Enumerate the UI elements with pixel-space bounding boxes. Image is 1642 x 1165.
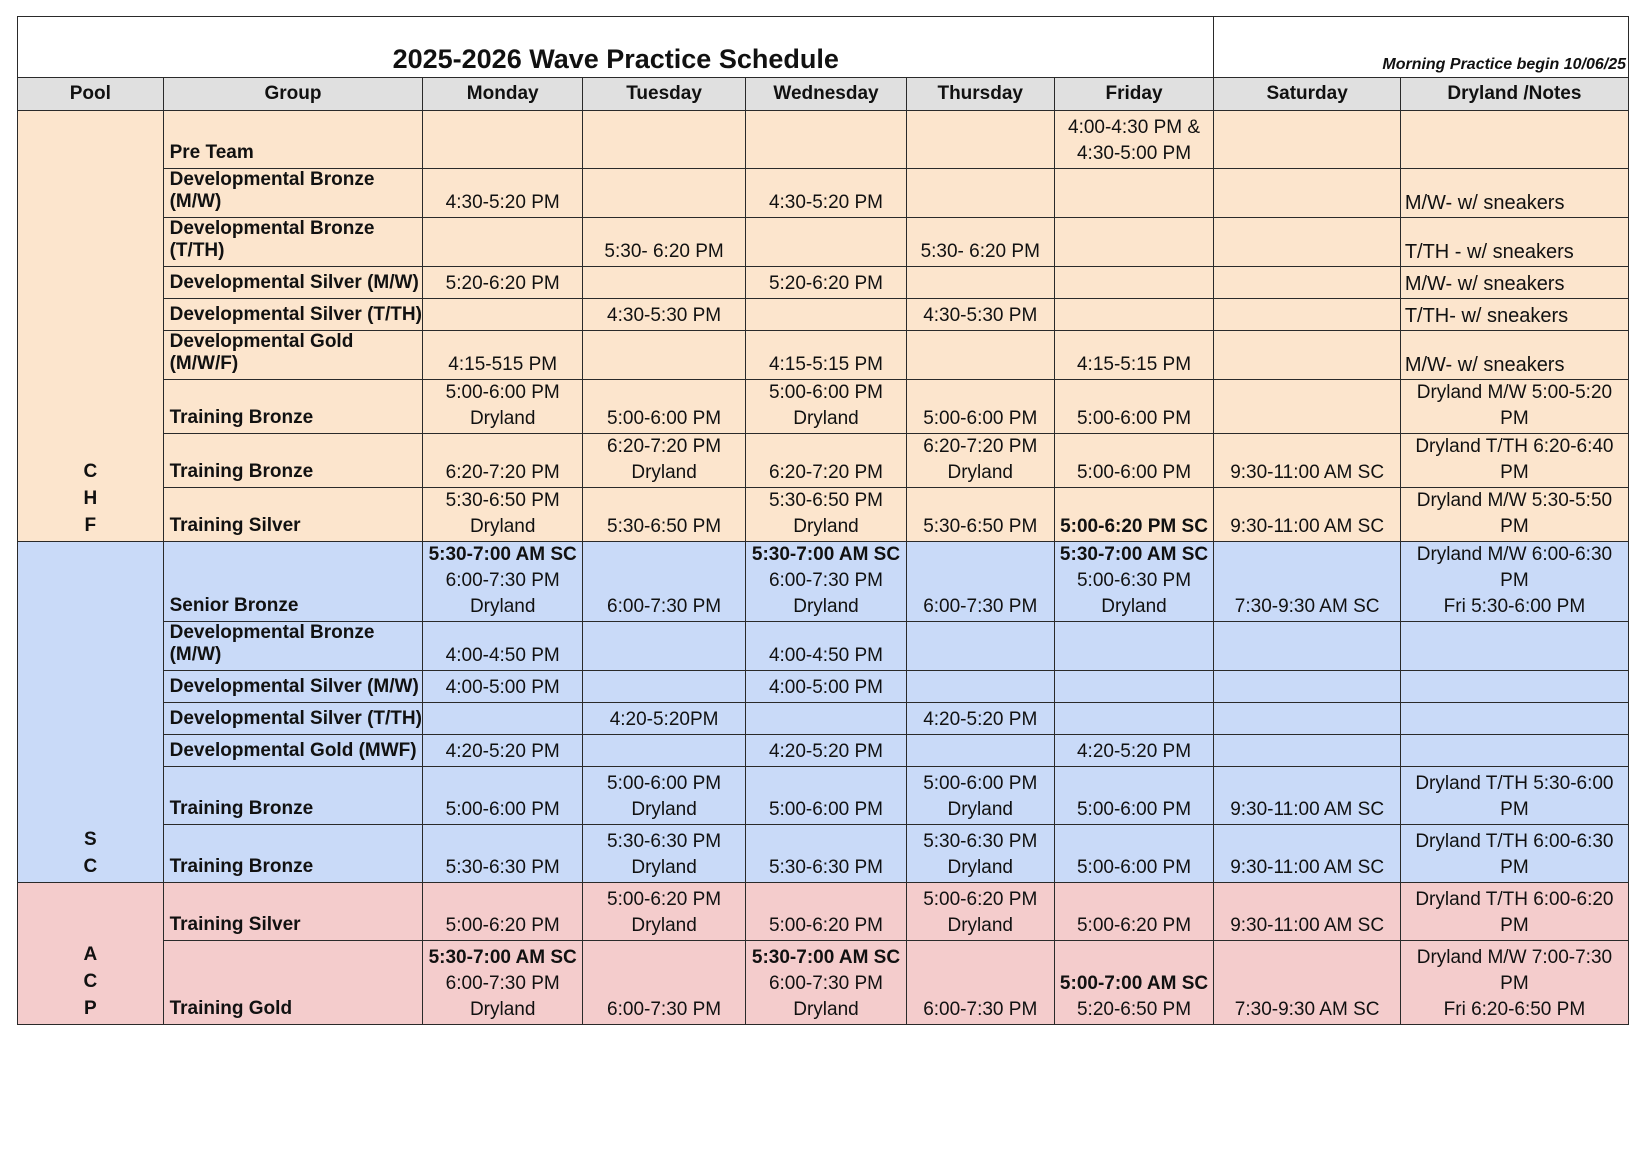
saturday-cell bbox=[1214, 767, 1400, 825]
time-line: 4:30-5:20 PM bbox=[768, 192, 884, 213]
thursday-cell bbox=[906, 941, 1054, 1025]
note-line: M/W- w/ sneakers bbox=[1404, 273, 1565, 295]
tuesday-cell bbox=[583, 542, 746, 622]
group-name: Training Gold bbox=[163, 941, 423, 1025]
notes-cell bbox=[1400, 111, 1628, 169]
friday-cell bbox=[1054, 169, 1214, 218]
note-line: Dryland T/TH 6:00-6:30 PM bbox=[1415, 831, 1614, 878]
time-line: 4:00-4:50 PM bbox=[445, 645, 560, 666]
friday-cell bbox=[1054, 735, 1214, 767]
table-row bbox=[18, 542, 1629, 622]
friday-cell bbox=[1054, 299, 1214, 331]
saturday-cell bbox=[1214, 218, 1400, 267]
friday-cell bbox=[1054, 488, 1214, 542]
saturday-cell bbox=[1214, 488, 1400, 542]
time-line: Dryland bbox=[793, 516, 859, 537]
friday-cell bbox=[1054, 542, 1214, 622]
time-line: 6:00-7:30 PM bbox=[445, 973, 560, 994]
tuesday-cell bbox=[583, 331, 746, 380]
time-line: 5:30-7:00 AM SC bbox=[428, 544, 577, 565]
time-line: 9:30-11:00 AM SC bbox=[1230, 799, 1385, 820]
table-row bbox=[18, 434, 1629, 488]
tuesday-cell bbox=[583, 941, 746, 1025]
thursday-cell bbox=[906, 883, 1054, 941]
notes-cell bbox=[1400, 218, 1628, 267]
pool-label: A C P bbox=[18, 883, 164, 1025]
time-line: 5:00-6:00 PM bbox=[445, 799, 560, 820]
table-row bbox=[18, 767, 1629, 825]
table-row bbox=[18, 883, 1629, 941]
group-name: Developmental Bronze (T/TH) bbox=[163, 218, 423, 267]
time-line: 5:00-6:30 PM bbox=[1076, 570, 1192, 591]
thursday-cell bbox=[906, 434, 1054, 488]
note-line: Dryland T/TH 6:00-6:20 PM bbox=[1415, 889, 1614, 936]
time-line: 5:00-6:00 PM bbox=[1076, 799, 1192, 820]
time-line: 5:00-6:00 PM bbox=[607, 773, 722, 794]
header-pool: Pool bbox=[18, 78, 164, 111]
note-line: Dryland M/W 6:00-6:30 PM bbox=[1416, 544, 1613, 591]
time-line: 9:30-11:00 AM SC bbox=[1230, 516, 1385, 537]
time-line: 4:30-5:30 PM bbox=[607, 305, 722, 326]
time-line: 6:20-7:20 PM bbox=[607, 436, 722, 457]
time-line: 6:00-7:30 PM bbox=[923, 999, 1038, 1020]
time-line: 4:15-5:15 PM bbox=[1076, 354, 1192, 375]
time-line: 6:20-7:20 PM bbox=[768, 462, 884, 483]
thursday-cell bbox=[906, 267, 1054, 299]
time-line: 5:30-6:30 PM bbox=[445, 857, 560, 878]
wednesday-cell bbox=[746, 267, 907, 299]
thursday-cell bbox=[906, 671, 1054, 703]
tuesday-cell bbox=[583, 434, 746, 488]
monday-cell bbox=[423, 735, 583, 767]
time-line: 5:20-6:20 PM bbox=[445, 273, 560, 294]
table-row bbox=[18, 735, 1629, 767]
notes-cell bbox=[1400, 542, 1628, 622]
time-line: 4:15-5:15 PM bbox=[768, 354, 884, 375]
header-notes: Dryland /Notes bbox=[1400, 78, 1628, 111]
group-name: Developmental Silver (T/TH) bbox=[163, 299, 423, 331]
notes-cell bbox=[1400, 267, 1628, 299]
tuesday-cell bbox=[583, 703, 746, 735]
time-line: 5:20-6:20 PM bbox=[768, 273, 884, 294]
monday-cell bbox=[423, 622, 583, 671]
monday-cell bbox=[423, 671, 583, 703]
time-line: 5:00-6:00 PM bbox=[768, 799, 884, 820]
monday-cell bbox=[423, 767, 583, 825]
wednesday-cell bbox=[746, 735, 907, 767]
monday-cell bbox=[423, 825, 583, 883]
time-line: Dryland bbox=[469, 999, 536, 1020]
time-line: 5:00-6:20 PM bbox=[445, 915, 560, 936]
thursday-cell bbox=[906, 488, 1054, 542]
table-row bbox=[18, 380, 1629, 434]
thursday-cell bbox=[906, 622, 1054, 671]
saturday-cell bbox=[1214, 169, 1400, 218]
morning-practice-note: Morning Practice begin 10/06/25 bbox=[1214, 17, 1629, 78]
notes-cell bbox=[1400, 380, 1628, 434]
wednesday-cell bbox=[746, 331, 907, 380]
tuesday-cell bbox=[583, 111, 746, 169]
notes-cell bbox=[1400, 883, 1628, 941]
time-line: Dryland bbox=[947, 799, 1013, 820]
header-tuesday: Tuesday bbox=[583, 78, 746, 111]
monday-cell bbox=[423, 299, 583, 331]
time-line: 5:00-6:00 PM bbox=[923, 773, 1038, 794]
time-line: 6:00-7:30 PM bbox=[607, 999, 722, 1020]
saturday-cell bbox=[1214, 703, 1400, 735]
time-line: Dryland bbox=[469, 408, 536, 429]
friday-cell bbox=[1054, 380, 1214, 434]
time-line: 6:00-7:30 PM bbox=[607, 596, 722, 617]
time-line: 4:00-4:30 PM & bbox=[1068, 117, 1201, 138]
saturday-cell bbox=[1214, 941, 1400, 1025]
header-friday: Friday bbox=[1054, 78, 1214, 111]
tuesday-cell bbox=[583, 735, 746, 767]
time-line: 5:30-6:50 PM bbox=[923, 516, 1038, 537]
table-row bbox=[18, 941, 1629, 1025]
time-line: Dryland bbox=[631, 915, 697, 936]
time-line: 4:20-5:20PM bbox=[609, 709, 719, 730]
table-row bbox=[18, 218, 1629, 267]
table-row bbox=[18, 622, 1629, 671]
time-line: 4:30-5:20 PM bbox=[445, 192, 560, 213]
friday-cell bbox=[1054, 883, 1214, 941]
time-line: 6:00-7:30 PM bbox=[768, 973, 884, 994]
time-line: 5:00-6:00 PM bbox=[768, 382, 884, 403]
table-row bbox=[18, 703, 1629, 735]
wednesday-cell bbox=[746, 111, 907, 169]
saturday-cell bbox=[1214, 299, 1400, 331]
note-line: Dryland M/W 5:30-5:50 PM bbox=[1416, 490, 1613, 537]
thursday-cell bbox=[906, 703, 1054, 735]
saturday-cell bbox=[1214, 434, 1400, 488]
saturday-cell bbox=[1214, 825, 1400, 883]
time-line: 5:00-6:00 PM bbox=[607, 408, 722, 429]
group-name: Developmental Gold (M/W/F) bbox=[163, 331, 423, 380]
thursday-cell bbox=[906, 111, 1054, 169]
notes-cell bbox=[1400, 703, 1628, 735]
time-line: 9:30-11:00 AM SC bbox=[1230, 857, 1385, 878]
tuesday-cell bbox=[583, 299, 746, 331]
time-line: Dryland bbox=[631, 857, 697, 878]
time-line: 5:30-7:00 AM SC bbox=[1059, 544, 1209, 565]
notes-cell bbox=[1400, 825, 1628, 883]
note-line: Fri 5:30-6:00 PM bbox=[1443, 596, 1586, 617]
thursday-cell bbox=[906, 299, 1054, 331]
group-name: Developmental Silver (T/TH) bbox=[163, 703, 423, 735]
monday-cell bbox=[423, 218, 583, 267]
monday-cell bbox=[423, 542, 583, 622]
header-saturday: Saturday bbox=[1214, 78, 1400, 111]
note-line: Fri 6:20-6:50 PM bbox=[1443, 999, 1586, 1020]
note-line: T/TH- w/ sneakers bbox=[1404, 305, 1569, 327]
time-line: 6:00-7:30 PM bbox=[923, 596, 1038, 617]
time-line: 9:30-11:00 AM SC bbox=[1230, 915, 1385, 936]
time-line: Dryland bbox=[947, 915, 1013, 936]
time-line: Dryland bbox=[631, 799, 697, 820]
time-line: 5:30-6:30 PM bbox=[607, 831, 722, 852]
schedule-body bbox=[18, 111, 1629, 1025]
time-line: 5:30- 6:20 PM bbox=[604, 241, 724, 262]
wednesday-cell bbox=[746, 883, 907, 941]
time-line: Dryland bbox=[469, 516, 536, 537]
thursday-cell bbox=[906, 825, 1054, 883]
friday-cell bbox=[1054, 267, 1214, 299]
time-line: Dryland bbox=[793, 999, 859, 1020]
table-row bbox=[18, 267, 1629, 299]
time-line: 5:00-6:20 PM bbox=[768, 915, 884, 936]
time-line: Dryland bbox=[793, 408, 859, 429]
monday-cell bbox=[423, 434, 583, 488]
table-row bbox=[18, 331, 1629, 380]
saturday-cell bbox=[1214, 883, 1400, 941]
time-line: 4:20-5:20 PM bbox=[445, 741, 560, 762]
friday-cell bbox=[1054, 941, 1214, 1025]
time-line: 6:20-7:20 PM bbox=[923, 436, 1038, 457]
note-line: Dryland M/W 5:00-5:20 PM bbox=[1416, 382, 1613, 429]
saturday-cell bbox=[1214, 111, 1400, 169]
wednesday-cell bbox=[746, 671, 907, 703]
time-line: 4:20-5:20 PM bbox=[1076, 741, 1192, 762]
tuesday-cell bbox=[583, 218, 746, 267]
notes-cell bbox=[1400, 735, 1628, 767]
time-line: 5:00-6:00 PM bbox=[1076, 408, 1192, 429]
group-name: Training Bronze bbox=[163, 825, 423, 883]
tuesday-cell bbox=[583, 380, 746, 434]
time-line: Dryland bbox=[947, 462, 1013, 483]
practice-schedule-table bbox=[17, 16, 1629, 1025]
time-line: 4:30-5:30 PM bbox=[923, 305, 1038, 326]
thursday-cell bbox=[906, 169, 1054, 218]
header-monday: Monday bbox=[423, 78, 583, 111]
wednesday-cell bbox=[746, 825, 907, 883]
saturday-cell bbox=[1214, 622, 1400, 671]
friday-cell bbox=[1054, 111, 1214, 169]
time-line: Dryland bbox=[793, 596, 859, 617]
table-row bbox=[18, 671, 1629, 703]
tuesday-cell bbox=[583, 622, 746, 671]
monday-cell bbox=[423, 111, 583, 169]
thursday-cell bbox=[906, 331, 1054, 380]
table-row bbox=[18, 169, 1629, 218]
thursday-cell bbox=[906, 735, 1054, 767]
time-line: 5:00-6:00 PM bbox=[445, 382, 560, 403]
group-name: Developmental Bronze (M/W) bbox=[163, 622, 423, 671]
page-title: 2025-2026 Wave Practice Schedule bbox=[18, 17, 1214, 78]
time-line: Dryland bbox=[469, 596, 536, 617]
time-line: 6:00-7:30 PM bbox=[768, 570, 884, 591]
monday-cell bbox=[423, 169, 583, 218]
tuesday-cell bbox=[583, 488, 746, 542]
monday-cell bbox=[423, 488, 583, 542]
time-line: 4:20-5:20 PM bbox=[923, 709, 1038, 730]
time-line: Dryland bbox=[1101, 596, 1167, 617]
time-line: 5:30-6:50 PM bbox=[445, 490, 560, 511]
notes-cell bbox=[1400, 767, 1628, 825]
wednesday-cell bbox=[746, 218, 907, 267]
time-line: Dryland bbox=[947, 857, 1013, 878]
saturday-cell bbox=[1214, 267, 1400, 299]
monday-cell bbox=[423, 883, 583, 941]
monday-cell bbox=[423, 380, 583, 434]
time-line: 5:30-7:00 AM SC bbox=[751, 544, 901, 565]
time-line: 4:30-5:00 PM bbox=[1076, 143, 1192, 164]
time-line: 6:00-7:30 PM bbox=[445, 570, 560, 591]
time-line: 5:00-6:00 PM bbox=[1076, 462, 1192, 483]
tuesday-cell bbox=[583, 825, 746, 883]
group-name: Training Silver bbox=[163, 883, 423, 941]
note-line: Dryland T/TH 6:20-6:40 PM bbox=[1415, 436, 1614, 483]
group-name: Developmental Silver (M/W) bbox=[163, 671, 423, 703]
time-line: 4:20-5:20 PM bbox=[768, 741, 884, 762]
time-line: 6:20-7:20 PM bbox=[445, 462, 560, 483]
saturday-cell bbox=[1214, 735, 1400, 767]
pool-label: C H F bbox=[18, 111, 164, 542]
table-row bbox=[18, 488, 1629, 542]
tuesday-cell bbox=[583, 767, 746, 825]
friday-cell bbox=[1054, 218, 1214, 267]
friday-cell bbox=[1054, 767, 1214, 825]
group-name: Developmental Bronze (M/W) bbox=[163, 169, 423, 218]
time-line: 5:30-6:30 PM bbox=[923, 831, 1038, 852]
group-name: Training Bronze bbox=[163, 434, 423, 488]
time-line: 5:30-6:50 PM bbox=[768, 490, 884, 511]
time-line: 4:15-515 PM bbox=[448, 354, 558, 375]
wednesday-cell bbox=[746, 299, 907, 331]
notes-cell bbox=[1400, 941, 1628, 1025]
time-line: 5:00-6:00 PM bbox=[1076, 857, 1192, 878]
wednesday-cell bbox=[746, 488, 907, 542]
note-line: T/TH - w/ sneakers bbox=[1404, 241, 1574, 263]
group-name: Developmental Gold (MWF) bbox=[163, 735, 423, 767]
thursday-cell bbox=[906, 380, 1054, 434]
notes-cell bbox=[1400, 622, 1628, 671]
notes-cell bbox=[1400, 299, 1628, 331]
note-line: Dryland M/W 7:00-7:30 PM bbox=[1416, 947, 1613, 994]
note-line: M/W- w/ sneakers bbox=[1404, 354, 1565, 376]
note-line: Dryland T/TH 5:30-6:00 PM bbox=[1415, 773, 1614, 820]
group-name: Senior Bronze bbox=[163, 542, 423, 622]
group-name: Training Bronze bbox=[163, 767, 423, 825]
saturday-cell bbox=[1214, 542, 1400, 622]
table-row bbox=[18, 299, 1629, 331]
time-line: Dryland bbox=[631, 462, 697, 483]
table-row bbox=[18, 825, 1629, 883]
friday-cell bbox=[1054, 622, 1214, 671]
wednesday-cell bbox=[746, 767, 907, 825]
tuesday-cell bbox=[583, 883, 746, 941]
thursday-cell bbox=[906, 542, 1054, 622]
group-name: Pre Team bbox=[163, 111, 423, 169]
time-line: 5:00-6:20 PM SC bbox=[1060, 516, 1208, 537]
thursday-cell bbox=[906, 767, 1054, 825]
time-line: 4:00-5:00 PM bbox=[445, 677, 560, 698]
wednesday-cell bbox=[746, 434, 907, 488]
header-group: Group bbox=[163, 78, 423, 111]
monday-cell bbox=[423, 941, 583, 1025]
time-line: 5:30-6:30 PM bbox=[768, 857, 884, 878]
time-line: 5:30-7:00 AM SC bbox=[751, 947, 901, 968]
time-line: 5:00-6:20 PM bbox=[1076, 915, 1192, 936]
time-line: 5:30-7:00 AM SC bbox=[428, 947, 577, 968]
note-line: M/W- w/ sneakers bbox=[1404, 192, 1565, 214]
monday-cell bbox=[423, 267, 583, 299]
time-line: 5:30-6:50 PM bbox=[607, 516, 722, 537]
wednesday-cell bbox=[746, 380, 907, 434]
friday-cell bbox=[1054, 434, 1214, 488]
time-line: 4:00-5:00 PM bbox=[768, 677, 884, 698]
time-line: 5:00-7:00 AM SC bbox=[1059, 973, 1209, 994]
friday-cell bbox=[1054, 331, 1214, 380]
header-thursday: Thursday bbox=[906, 78, 1054, 111]
monday-cell bbox=[423, 331, 583, 380]
saturday-cell bbox=[1214, 331, 1400, 380]
header-wednesday: Wednesday bbox=[746, 78, 907, 111]
wednesday-cell bbox=[746, 169, 907, 218]
time-line: 5:30- 6:20 PM bbox=[920, 241, 1040, 262]
group-name: Training Silver bbox=[163, 488, 423, 542]
notes-cell bbox=[1400, 434, 1628, 488]
wednesday-cell bbox=[746, 703, 907, 735]
time-line: 7:30-9:30 AM SC bbox=[1234, 999, 1380, 1020]
tuesday-cell bbox=[583, 267, 746, 299]
table-row bbox=[18, 111, 1629, 169]
time-line: 5:00-6:20 PM bbox=[607, 889, 722, 910]
time-line: 9:30-11:00 AM SC bbox=[1230, 462, 1385, 483]
time-line: 5:20-6:50 PM bbox=[1076, 999, 1192, 1020]
friday-cell bbox=[1054, 825, 1214, 883]
group-name: Developmental Silver (M/W) bbox=[163, 267, 423, 299]
friday-cell bbox=[1054, 671, 1214, 703]
saturday-cell bbox=[1214, 671, 1400, 703]
notes-cell bbox=[1400, 488, 1628, 542]
wednesday-cell bbox=[746, 622, 907, 671]
pool-label: S C bbox=[18, 542, 164, 883]
time-line: 5:00-6:20 PM bbox=[923, 889, 1038, 910]
thursday-cell bbox=[906, 218, 1054, 267]
time-line: 4:00-4:50 PM bbox=[768, 645, 884, 666]
monday-cell bbox=[423, 703, 583, 735]
time-line: 7:30-9:30 AM SC bbox=[1234, 596, 1380, 617]
tuesday-cell bbox=[583, 169, 746, 218]
friday-cell bbox=[1054, 703, 1214, 735]
wednesday-cell bbox=[746, 941, 907, 1025]
tuesday-cell bbox=[583, 671, 746, 703]
saturday-cell bbox=[1214, 380, 1400, 434]
header-row bbox=[18, 78, 1629, 111]
notes-cell bbox=[1400, 331, 1628, 380]
wednesday-cell bbox=[746, 542, 907, 622]
time-line: 5:00-6:00 PM bbox=[923, 408, 1038, 429]
notes-cell bbox=[1400, 169, 1628, 218]
group-name: Training Bronze bbox=[163, 380, 423, 434]
notes-cell bbox=[1400, 671, 1628, 703]
